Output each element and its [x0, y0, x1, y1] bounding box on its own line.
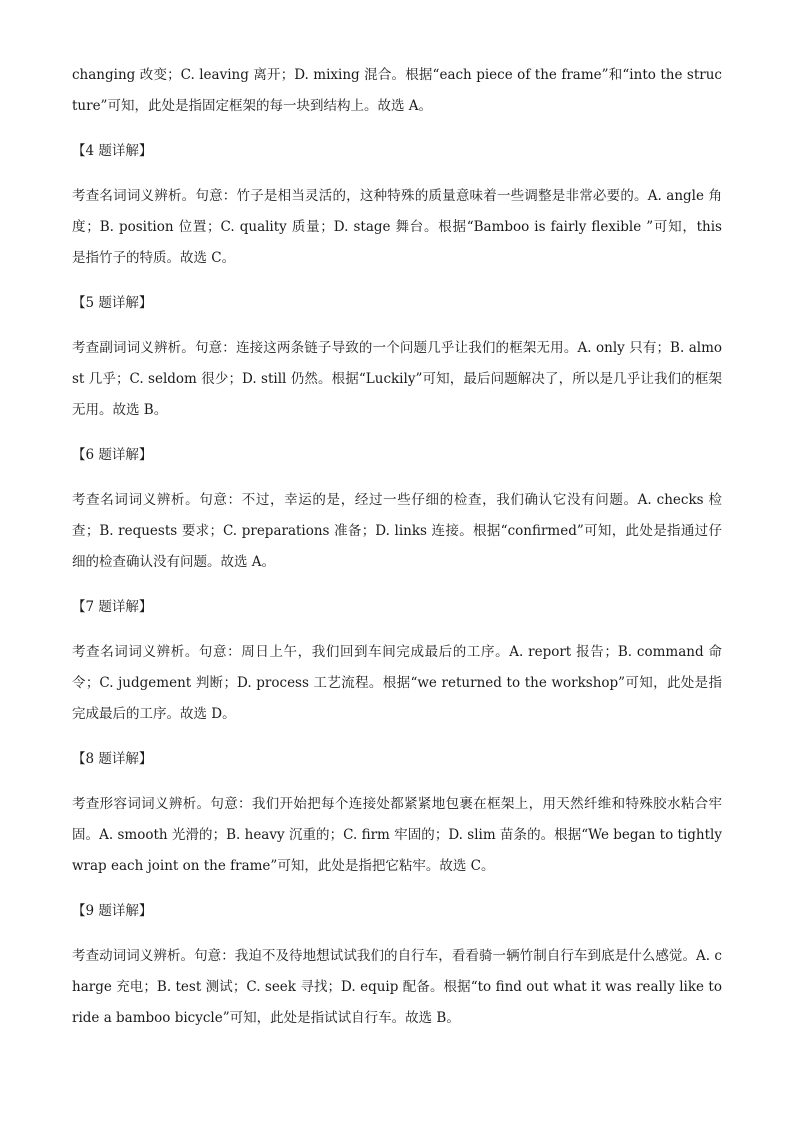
section-heading-9: 【9 题详解】: [72, 903, 153, 919]
section-heading-8: 【8 题详解】: [72, 751, 153, 767]
continuation-paragraph: changing 改变；C. leaving 离开；D. mixing 混合。根据“each piece of the frame”和“into the structure”可知，此处是指固定框架的每一块到结构上。故选 A。: [72, 67, 722, 114]
section-body-4: 考查名词词义辨析。句意：竹子是相当灵活的，这种特殊的质量意味着一些调整是非常必要的。A. angle 角度；B. position 位置；C. quality 质量；D. stage 舞台。根据“Bamboo is fairly flexible ”可知，this 是指竹子的特质。故选 C。: [72, 188, 722, 266]
section-body-6: 考查名词词义辨析。句意：不过，幸运的是，经过一些仔细的检查，我们确认它没有问题。A. checks 检查；B. requests 要求；C. preparations 准备；D. links 连接。根据“confirmed”可知，此处是指通过仔细的检查确认没有问题。故选 A。: [72, 492, 722, 570]
section-body-7: 考查名词词义辨析。句意：周日上午，我们回到车间完成最后的工序。A. report 报告；B. command 命令；C. judgement 判断；D. process 工艺流程。根据“we returned to the workshop”可知，此处是指完成最后的工序。故选 D。: [72, 644, 722, 722]
section-heading-5: 【5 题详解】: [72, 295, 153, 311]
section-heading-7: 【7 题详解】: [72, 599, 153, 615]
section-body-5: 考查副词词义辨析。句意：连接这两条链子导致的一个问题几乎让我们的框架无用。A. only 只有；B. almost 几乎；C. seldom 很少；D. still 仍然。根据“Luckily”可知，最后问题解决了，所以是几乎让我们的框架无用。故选 B。: [72, 340, 722, 418]
section-heading-4: 【4 题详解】: [72, 143, 153, 159]
section-body-9: 考查动词词义辨析。句意：我迫不及待地想试试我们的自行车，看看骑一辆竹制自行车到底是什么感觉。A. charge 充电；B. test 测试；C. seek 寻找；D. equip 配备。根据“to find out what it was really like to ride a bamboo bicycle”可知，此处是指试试自行车。故选 B。: [72, 948, 722, 1026]
document-page: [72, 60, 722, 1034]
section-heading-6: 【6 题详解】: [72, 447, 153, 463]
section-body-8: 考查形容词词义辨析。句意：我们开始把每个连接处都紧紧地包裹在框架上，用天然纤维和特殊胶水粘合牢固。A. smooth 光滑的；B. heavy 沉重的；C. firm 牢固的；D. slim 苗条的。根据“We began to tightly wrap each joint on the frame”可知，此处是指把它粘牢。故选 C。: [72, 796, 722, 874]
